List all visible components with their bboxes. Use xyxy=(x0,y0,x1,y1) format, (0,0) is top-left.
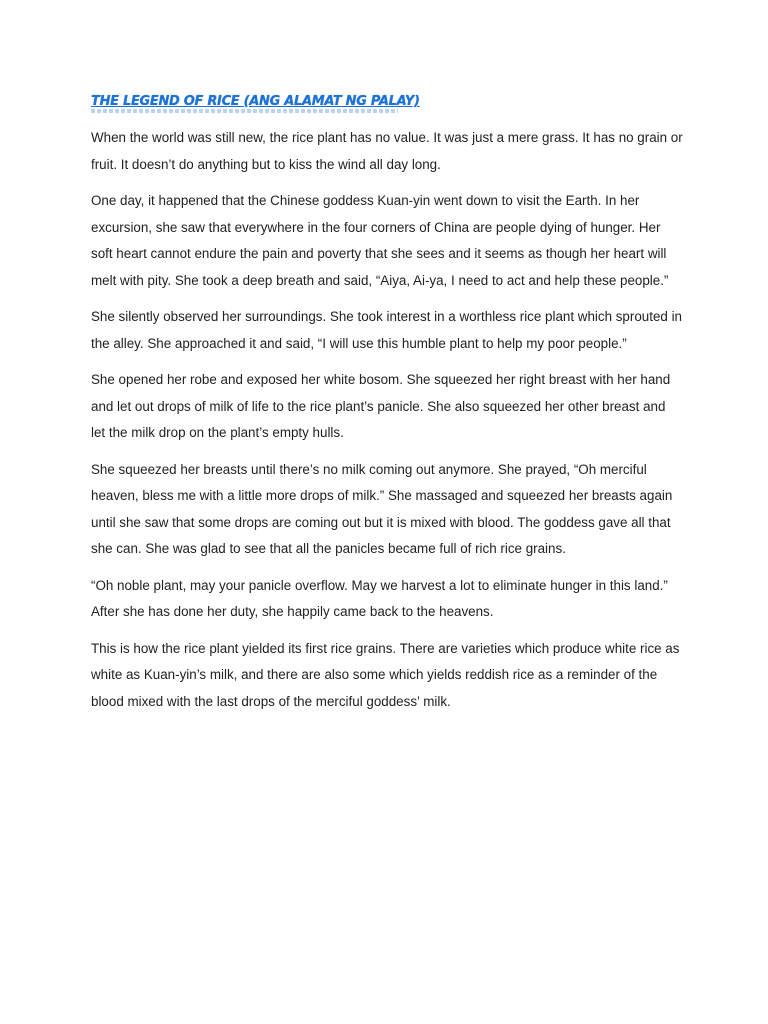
paragraph-3: She silently observed her surroundings. She took interest in a worthless rice plant which sprouted in the alley. She approached it and said, “I will use this humble plant to help my poor people.” xyxy=(91,309,682,351)
paragraph-7: This is how the rice plant yielded its first rice grains. There are varieties which produce white rice as white as Kuan-yin’s milk, and there are also some which yields reddish rice as a reminder of the blood mixed with the last drops of the merciful goddess’ milk. xyxy=(91,640,680,709)
document-title: THE LEGEND OF RICE (ANG ALAMAT NG PALAY) xyxy=(91,94,420,109)
title-reflection-effect xyxy=(91,109,398,113)
paragraph-2: One day, it happened that the Chinese goddess Kuan-yin went down to visit the Earth. In her excursion, she saw that everywhere in the four corners of China are people dying of hunger. Her soft heart cannot endure the pain and poverty that she sees and it seems as though her heart will melt with pity. She took a deep breath and said, “Aiya, Ai-ya, I need to act and help these people.” xyxy=(91,193,669,288)
document-body xyxy=(91,93,683,725)
paragraph-5: She squeezed her breasts until there’s no milk coming out anymore. She prayed, “Oh merciful heaven, bless me with a little more drops of milk.” She massaged and squeezed her breasts again until she saw that some drops are coming out but it is mixed with blood. The goddess gave all that she can. She was glad to see that all the panicles became full of rich rice grains. xyxy=(91,461,673,556)
paragraph-1: When the world was still new, the rice plant has no value. It was just a mere grass. It has no grain or fruit. It doesn’t do anything but to kiss the wind all day long. xyxy=(91,130,683,172)
paragraph-4: She opened her robe and exposed her white bosom. She squeezed her right breast with her hand and let out drops of milk of life to the rice plant’s panicle. She also squeezed her other breast and let the milk drop on the plant’s empty hulls. xyxy=(91,372,671,440)
title-block xyxy=(91,93,683,115)
paragraph-6: “Oh noble plant, may your panicle overflow. May we harvest a lot to eliminate hunger in this land.” After she has done her duty, she happily came back to the heavens. xyxy=(91,577,668,619)
